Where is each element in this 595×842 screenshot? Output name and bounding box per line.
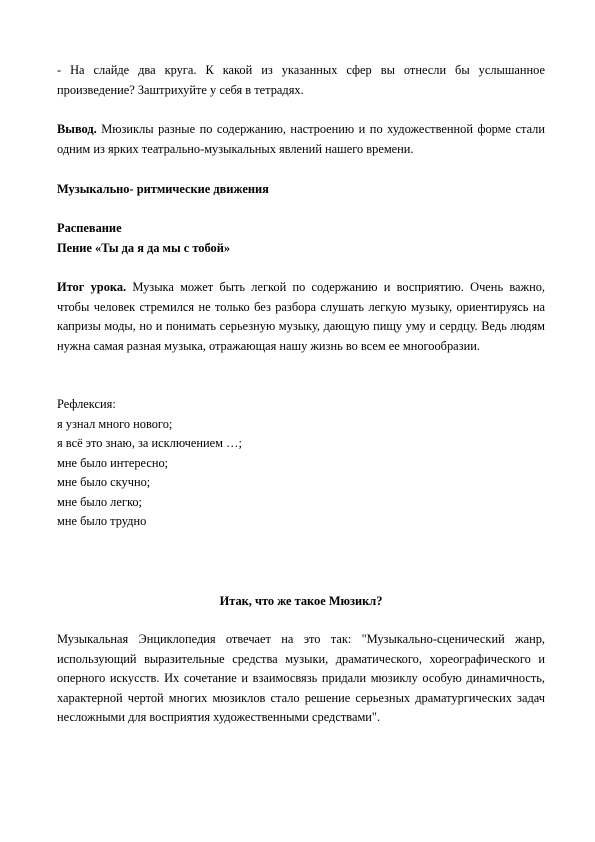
conclusion-paragraph	[57, 120, 545, 159]
rhythmic-heading: Музыкально- ритмические движения	[57, 182, 269, 196]
reflection-item: мне было интересно;	[57, 455, 169, 470]
intro-question: - На слайде два круга. К какой из указанных сфер вы отнесли бы услышанное произведение? Заштрихуйте у себя в тетрадях.	[57, 63, 545, 97]
conclusion-text: Мюзиклы разные по содержанию, настроению и по художественной форме стали одним из ярких театрально-музыкальных явлений нашего времени.	[57, 122, 545, 156]
summary-label: Итог урока.	[57, 280, 127, 294]
reflection-item: мне было скучно;	[57, 475, 151, 489]
conclusion-label: Вывод.	[57, 122, 97, 136]
singing-heading: Пение «Ты да я да мы с тобой»	[57, 241, 231, 255]
reflection-item: я узнал много нового;	[57, 416, 173, 431]
warmup-heading: Распевание	[57, 221, 122, 235]
reflection-item: мне было легко;	[57, 494, 142, 509]
summary-paragraph	[57, 278, 545, 356]
reflection-list	[57, 395, 545, 532]
summary-text: Музыка может быть легкой по содержанию и восприятию. Очень важно, чтобы человек стремился не только без разбора слушать легкую музыку, ориентируясь на капризы моды, но и понимать серьезную музыку, дающую пищу уму и сердцу. Ведь людям нужна самая разная музыка, отражающая нашу жизнь во всем ее многообразии.	[57, 280, 545, 353]
reflection-item: я всё это знаю, за исключением …;	[57, 436, 242, 450]
reflection-item: мне было трудно	[57, 514, 147, 528]
encyclopedia-paragraph: Музыкальная Энциклопедия отвечает на это так: "Музыкально-сценический жанр, использующий выразительные средства музыки, драматического, хореографического и оперного искусств. Их сочетание и взаимосвязь придали мюзиклу особую динамичность, характерной чертой многих мюзиклов стало решение серьезных драматургических задач несложными для восприятия художественными средствами".	[57, 632, 545, 724]
musical-heading: Итак, что же такое Мюзикл?	[219, 594, 383, 608]
reflection-heading: Рефлексия:	[57, 397, 116, 411]
